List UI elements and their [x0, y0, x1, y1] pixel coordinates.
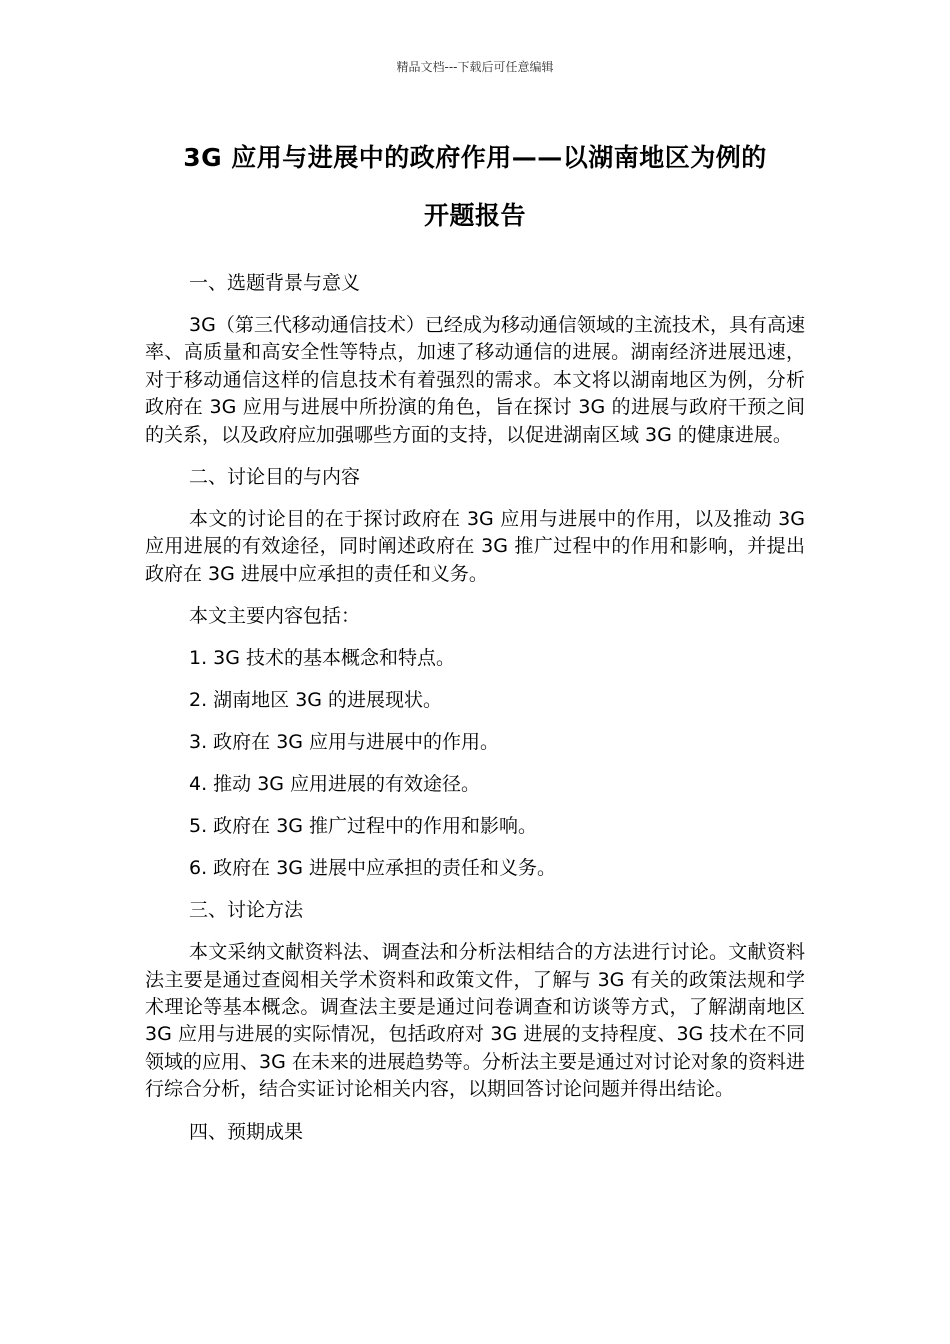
list-item: 3. 政府在 3G 应用与进展中的作用。: [189, 731, 500, 754]
content-list-intro: 本文主要内容包括：: [189, 605, 361, 628]
list-item: 5. 政府在 3G 推广过程中的作用和影响。: [189, 815, 538, 838]
section-paragraph-method: 本文采纳文献资料法、调查法和分析法相结合的方法进行讨论。文献资料法主要是通过查阅相关学术资料和政策文件，了解与 3G 有关的政策法规和学术理论等基本概念。调查法主要是通过问卷调查和访谈等方式，了解湖南地区 3G 应用与进展的实际情况，包括政府对 3G 进展的支持程度、3G 技术在不同领域的应用、3G 在未来的进展趋势等。分析法主要是通过对讨论对象的资料进行综合分析，结合实证讨论相关内容，以期回答讨论问题并得出结论。: [145, 941, 805, 1101]
section-heading-method: 三、讨论方法: [189, 899, 304, 922]
section-heading-background: 一、选题背景与意义: [189, 272, 361, 294]
section-heading-purpose: 二、讨论目的与内容: [189, 466, 361, 489]
document-title-line1: 3G 应用与进展中的政府作用——以湖南地区为例的: [183, 143, 767, 172]
document-body: [145, 270, 805, 1161]
section-paragraph-background: 3G（第三代移动通信技术）已经成为移动通信领域的主流技术，具有高速率、高质量和高安全性等特点，加速了移动通信的进展。湖南经济进展迅速，对于移动通信这样的信息技术有着强烈的需求。本文将以湖南地区为例，分析政府在 3G 应用与进展中所扮演的角色，旨在探讨 3G 的进展与政府干预之间的关系，以及政府应加强哪些方面的支持，以促进湖南区域 3G 的健康进展。: [145, 314, 805, 446]
list-item: 1. 3G 技术的基本概念和特点。: [189, 647, 456, 670]
list-item: 4. 推动 3G 应用进展的有效途径。: [189, 773, 481, 796]
list-item: 6. 政府在 3G 进展中应承担的责任和义务。: [189, 857, 557, 880]
list-item: 2. 湖南地区 3G 的进展现状。: [189, 689, 443, 712]
section-heading-expected-results: 四、预期成果: [189, 1120, 304, 1143]
document-title-line2: 开题报告: [423, 201, 526, 230]
section-paragraph-purpose: 本文的讨论目的在于探讨政府在 3G 应用与进展中的作用，以及推动 3G 应用进展的有效途径，同时阐述政府在 3G 推广过程中的作用和影响，并提出政府在 3G 进展中应承担的责任和义务。: [145, 508, 805, 585]
header-note: 精品文档---下载后可任意编辑: [396, 60, 554, 74]
